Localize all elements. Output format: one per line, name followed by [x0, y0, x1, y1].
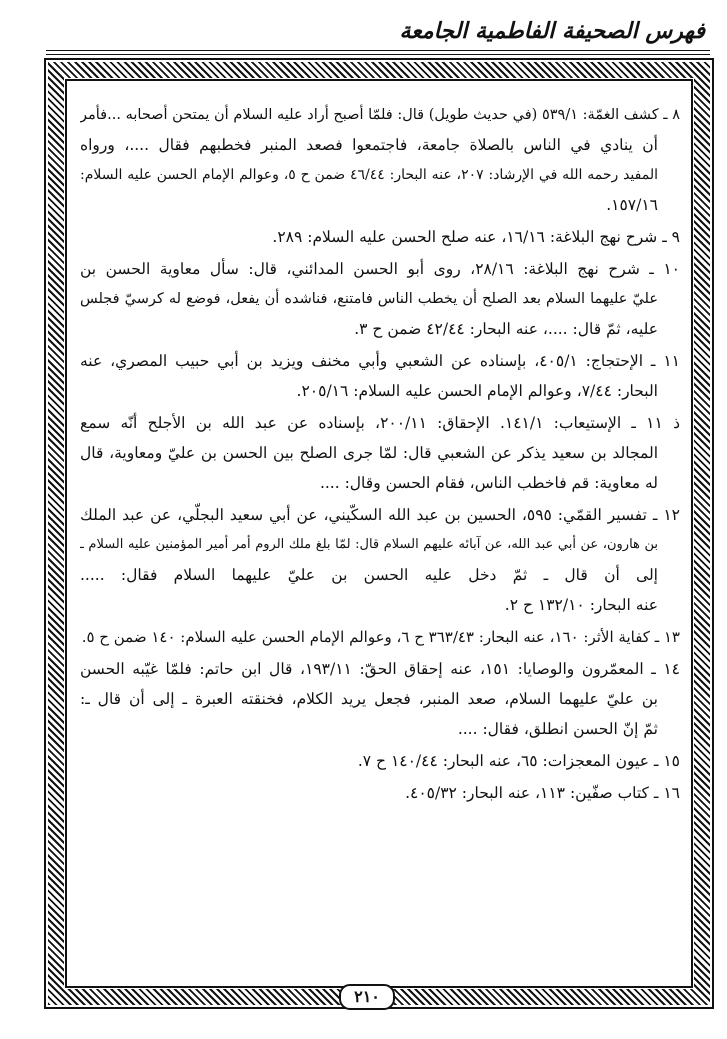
source-entry [80, 500, 680, 620]
entry-line: ٩ ـ شرح نهج البلاغة: ١٦/١٦، عنه صلح الحسن عليه السلام: ٢٨٩. [272, 228, 680, 246]
source-entry [80, 746, 680, 776]
source-entry [80, 622, 680, 652]
entry-line: عنه البحار: ١٣٢/١٠ ح ٢. [504, 596, 658, 614]
entry-line: عليه، ثمّ قال: ....، عنه البحار: ٤٢/٤٤ ضمن ح ٣. [354, 320, 658, 338]
entry-line: ذ ١١ ـ الإستيعاب: ١٤١/١. الإحقاق: ٢٠٠/١١، بإسناده عن عبد الله بن الأجلح أنّه سمع [80, 414, 680, 432]
entry-line: البحار: ٧/٤٤، وعوالم الإمام الحسن عليه السلام: ٢٠٥/١٦. [296, 382, 658, 400]
entry-line: ثمّ إنّ الحسن انطلق، فقال: .... [457, 720, 658, 738]
source-entry [80, 100, 680, 220]
source-entry [80, 408, 680, 498]
entry-line: أن ينادي في الناس بالصلاة جامعة، فاجتمعوا فصعد المنبر فخطبهم فقال ....، ورواه [80, 136, 658, 154]
sources-list [80, 100, 680, 970]
header-rule-top [46, 50, 710, 51]
entry-line: بن هارون، عن أبي عبد الله، عن آبائه عليهم السلام قال: لمّا بلغ ملك الروم أمر أمير المؤمنين عليه السلام ـ [80, 537, 658, 552]
entry-line: عليّ عليهما السلام بعد الصلح أن يخطب الناس فامتنع، فناشده أن يفعل، فوضع له كرسيّ فجلس [80, 291, 658, 307]
header-rule-bottom [46, 54, 710, 55]
source-entry [80, 254, 680, 344]
entry-line: إلى أن قال ـ ثمّ دخل عليه الحسن بن عليّ عليهما السلام فقال: ..... [80, 566, 658, 584]
source-entry [80, 346, 680, 406]
entry-line: ١٤ ـ المعمّرون والوصايا: ١٥١، عنه إحقاق الحقّ: ١٩٣/١١، قال ابن حاتم: فلمّا غيّبه الحسن [80, 660, 680, 678]
entry-line: ١٠ ـ شرح نهج البلاغة: ٢٨/١٦، روى أبو الحسن المدائني، قال: سأل معاوية الحسن بن [80, 260, 680, 278]
page-number: ٢١٠ [339, 984, 395, 1010]
running-header: فهرس الصحيفة الفاطمية الجامعة [399, 18, 705, 44]
entry-line: المجالد بن سعيد يذكر عن الشعبي قال: لمّا جرى الصلح بين الحسن بن عليّ ومعاوية، قال [80, 444, 658, 462]
entry-line: ١١ ـ الإحتجاج: ٤٠٥/١، بإسناده عن الشعبي وأبي مخنف ويزيد بن أبي حبيب المصري، عنه [80, 352, 680, 370]
entry-line: ١٢ ـ تفسير القمّي: ٥٩٥، الحسين بن عبد الله السكّيني، عن أبي سعيد البجلّي، عن عبد الملك [80, 506, 680, 524]
source-entry [80, 778, 680, 808]
source-entry [80, 654, 680, 744]
entry-line: المفيد رحمه الله في الإرشاد: ٢٠٧، عنه البحار: ٤٦/٤٤ ضمن ح ٥، وعوالم الإمام الحسن عليه السلام: [80, 167, 658, 183]
entry-line: ١٥٧/١٦. [606, 196, 658, 214]
entry-line: ١٦ ـ كتاب صفّين: ١١٣، عنه البحار: ٤٠٥/٣٢. [405, 784, 680, 802]
entry-line: له معاوية: قم فاخطب الناس، فقام الحسن وقال: .... [319, 474, 658, 492]
entry-line: بن عليّ عليهما السلام، صعد المنبر، فجعل يريد الكلام، فخنقته العبرة ـ إلى أن قال ـ: [80, 690, 658, 708]
source-entry [80, 222, 680, 252]
entry-line: ٨ ـ كشف الغمّة: ٥٣٩/١ (في حديث طويل) قال: فلمّا أصبح أراد عليه السلام أن يمتحن أصحابه ...فأمر [80, 107, 680, 123]
entry-line: ١٣ ـ كفاية الأثر: ١٦٠، عنه البحار: ٣٦٣/٤٣ ح ٦، وعوالم الإمام الحسن عليه السلام: ١٤٠ ضمن ح ٥. [81, 628, 680, 646]
entry-line: ١٥ ـ عيون المعجزات: ٦٥، عنه البحار: ١٤٠/٤٤ ح ٧. [357, 752, 680, 770]
